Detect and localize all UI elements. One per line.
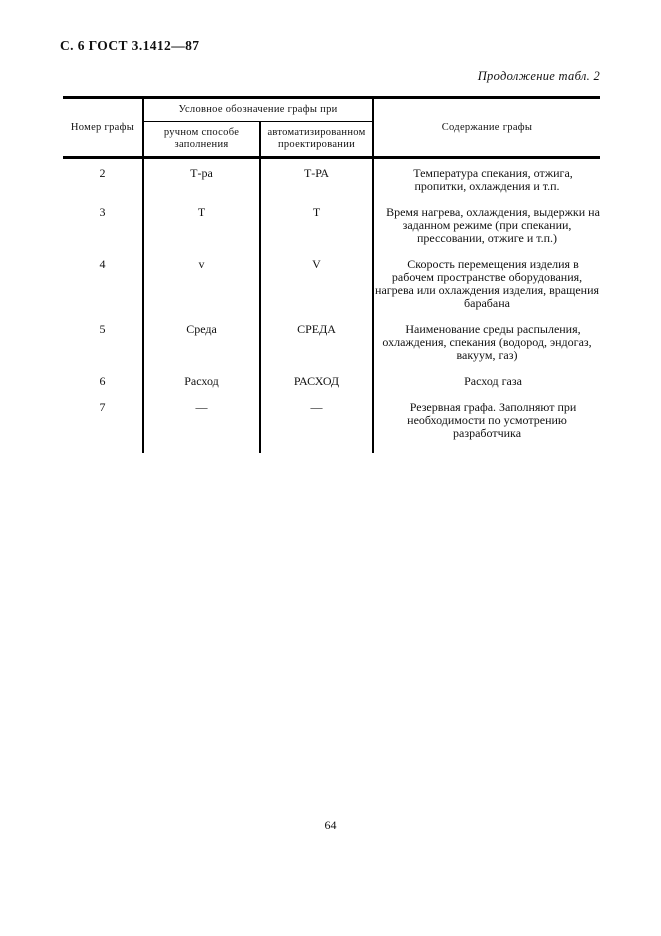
content-cell: Скорость перемещения изделия в рабочем пространстве оборудования, нагрева или охлаждения изделия, вращения барабана (375, 257, 600, 310)
table-row (63, 254, 600, 319)
auto-symbol-cell: Т-РА (260, 158, 373, 203)
column-header-manual: ручном способе заполнения (143, 122, 260, 158)
content-cell: Температура спекания, отжига, пропитки, охлаждения и т.п. (413, 166, 573, 193)
row-number-cell: 5 (63, 319, 143, 371)
table-row (63, 371, 600, 397)
content-cell: Наименование среды распыления, охлаждения, спекания (водород, эндогаз, вакуум, газ) (382, 322, 592, 362)
table-row (63, 397, 600, 449)
auto-symbol-cell: СРЕДА (260, 319, 373, 371)
content-cell: Время нагрева, охлаждения, выдержки на заданном режиме (при спекании, прессовании, отжиге и т.п.) (386, 205, 600, 245)
table-body (63, 158, 600, 454)
manual-symbol-cell: Т-ра (143, 158, 260, 203)
table-bottom-spacer (63, 449, 600, 453)
content-cell: Резервная графа. Заполняют при необходимости по усмотрению разработчика (407, 400, 577, 440)
auto-symbol-cell: РАСХОД (260, 371, 373, 397)
page-number: 64 (324, 818, 337, 832)
column-header-number: Номер графы (63, 98, 143, 158)
table-row (63, 158, 600, 203)
row-number-cell: 6 (63, 371, 143, 397)
auto-symbol-cell: — (260, 397, 373, 449)
table-row (63, 319, 600, 371)
column-header-symbol-group: Условное обозначение графы при (143, 98, 373, 122)
manual-symbol-cell: Т (143, 202, 260, 254)
graph-description-table (63, 96, 600, 453)
row-number-cell: 2 (63, 158, 143, 203)
auto-symbol-cell: V (260, 254, 373, 319)
manual-symbol-cell: Среда (143, 319, 260, 371)
column-header-content: Содержание графы (441, 121, 533, 133)
row-number-cell: 7 (63, 397, 143, 449)
table-continuation-label: Продолжение табл. 2 (477, 69, 600, 83)
column-header-auto: автоматизированном проектировании (260, 122, 373, 158)
manual-symbol-cell: v (143, 254, 260, 319)
table-row (63, 202, 600, 254)
row-number-cell: 3 (63, 202, 143, 254)
row-number-cell: 4 (63, 254, 143, 319)
table-header (63, 98, 600, 158)
manual-symbol-cell: Расход (143, 371, 260, 397)
auto-symbol-cell: Т (260, 202, 373, 254)
manual-symbol-cell: — (143, 397, 260, 449)
document-header: С. 6 ГОСТ 3.1412—87 (60, 38, 200, 53)
content-cell: Расход газа (464, 374, 522, 388)
